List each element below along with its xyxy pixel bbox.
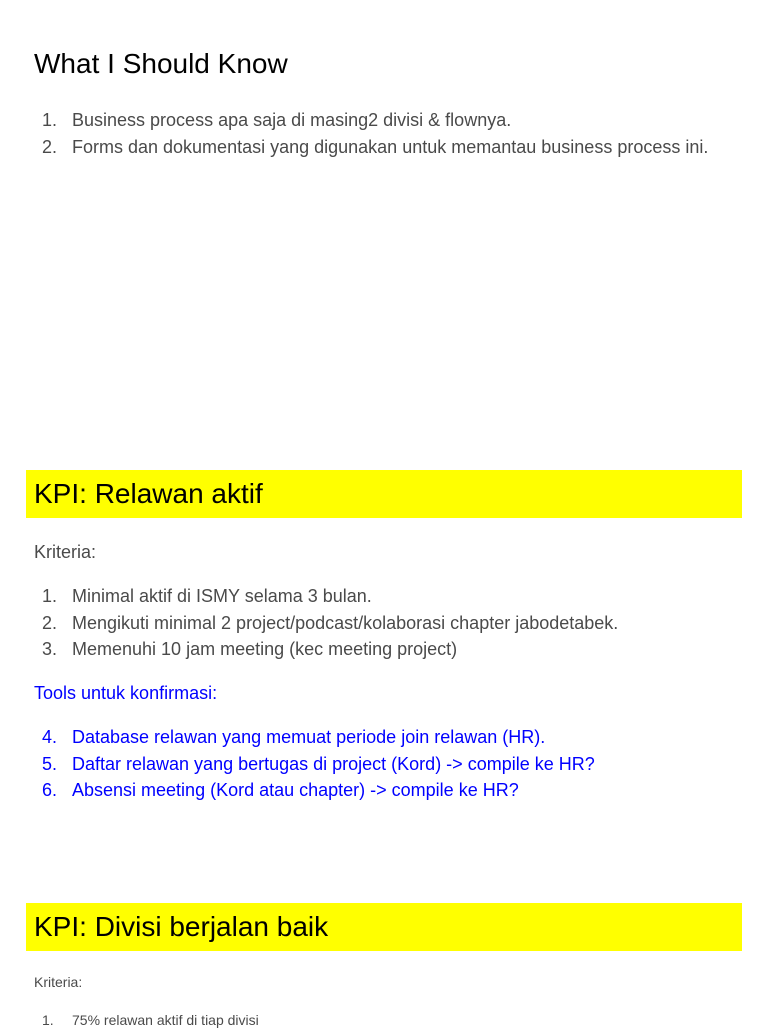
list-item-number: 6. [42,780,58,800]
list-item-text: Business process apa saja di masing2 divisi & flownya. [72,110,512,130]
kriteria-label: Kriteria: [34,974,83,990]
list-item [34,107,734,134]
what-i-should-know-list [34,107,734,160]
list-item [34,134,734,161]
kpi-divisi-berjalan-baik-banner [26,903,742,951]
list-item-number: 4. [42,727,58,747]
kriteria-label: Kriteria: [34,542,97,562]
list-item-text: Memenuhi 10 jam meeting (kec meeting project) [72,639,458,659]
list-item-text: Forms dan dokumentasi yang digunakan untuk memantau business process ini. [72,136,709,157]
list-item [34,636,734,663]
kpi-divisi-berjalan-baik-title: KPI: Divisi berjalan baik [34,911,329,942]
tools-label: Tools untuk konfirmasi: [34,683,218,703]
list-item-number: 2. [42,136,58,157]
list-item [34,777,734,804]
list-item-text: Minimal aktif di ISMY selama 3 bulan. [72,586,372,606]
list-item-text: 75% relawan aktif di tiap divisi [72,1012,259,1028]
list-item-number: 1. [42,110,58,130]
list-item-text: Daftar relawan yang bertugas di project (Kord) -> compile ke HR? [72,753,595,774]
list-item [34,724,734,751]
list-item-number: 2. [42,612,58,633]
list-item [34,751,734,778]
tools-list [34,724,734,804]
list-item-text: Mengikuti minimal 2 project/podcast/kolaborasi chapter jabodetabek. [72,612,619,633]
list-item-number: 5. [42,753,58,774]
list-item-number: 1. [42,1012,54,1028]
kriteria-list [34,583,734,663]
kpi-relawan-aktif-banner [26,470,742,518]
list-item-number: 3. [42,639,58,659]
kpi-relawan-aktif-title: KPI: Relawan aktif [34,478,263,509]
list-item [34,610,734,637]
kriteria-list [34,1010,734,1030]
list-item-text: Absensi meeting (Kord atau chapter) -> compile ke HR? [72,780,519,800]
section-title-what-i-should-know: What I Should Know [34,48,288,79]
list-item [34,583,734,610]
list-item-text: Database relawan yang memuat periode join relawan (HR). [72,727,546,747]
list-item-number: 1. [42,586,58,606]
list-item [34,1010,734,1030]
